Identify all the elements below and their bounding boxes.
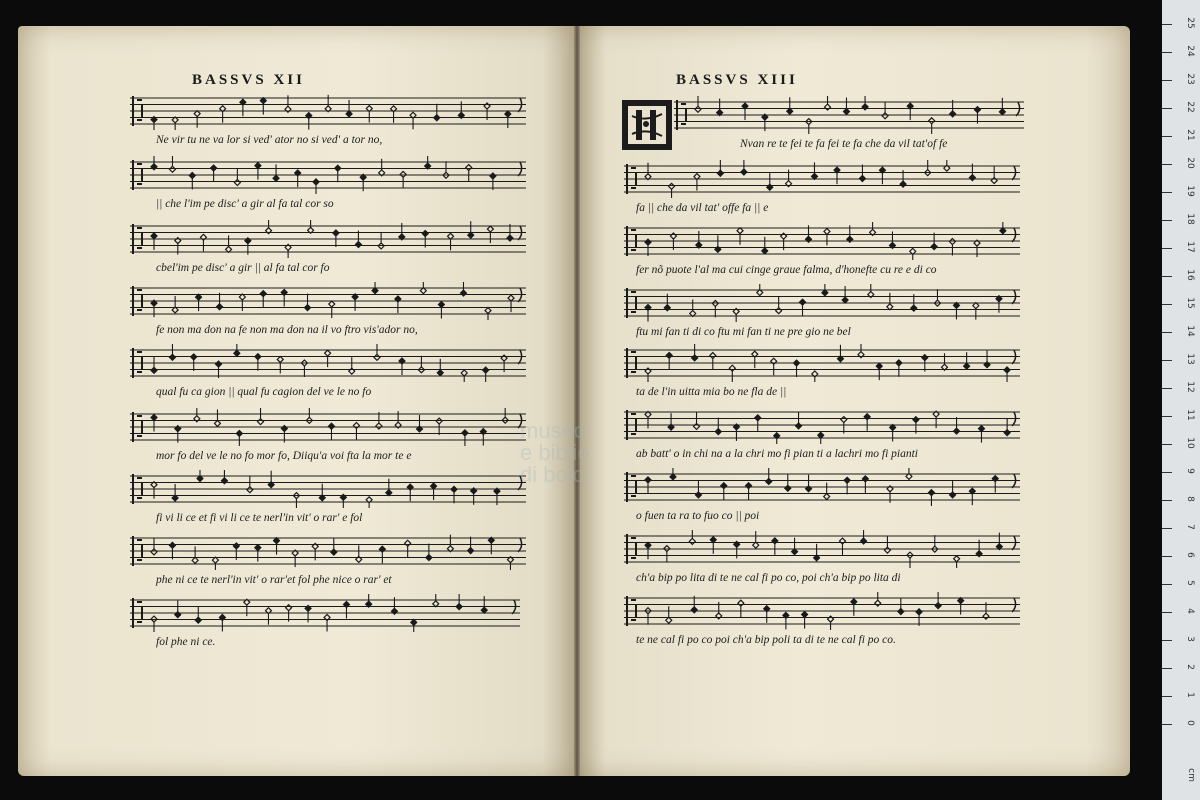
ruler-tick bbox=[1162, 80, 1172, 81]
lyric-line: fol phe ni ce. bbox=[156, 636, 216, 648]
ruler-tick bbox=[1162, 220, 1172, 221]
ruler-number: 9 bbox=[1185, 468, 1195, 474]
ruler-tick bbox=[1162, 332, 1172, 333]
music-staff bbox=[624, 468, 1020, 506]
music-staff bbox=[130, 282, 526, 320]
ruler-number: 10 bbox=[1185, 437, 1195, 449]
ruler-number: 12 bbox=[1185, 381, 1195, 393]
ruler-number: 23 bbox=[1185, 73, 1195, 85]
watermark-icon: museo e biblio di bolo bbox=[520, 418, 590, 487]
measuring-ruler bbox=[1162, 0, 1200, 800]
ruler-number: 8 bbox=[1185, 496, 1195, 502]
ruler-tick bbox=[1162, 164, 1172, 165]
ruler-tick bbox=[1162, 556, 1172, 557]
ruler-number: 3 bbox=[1185, 636, 1195, 642]
ruler-number: 11 bbox=[1185, 409, 1195, 421]
ruler-tick bbox=[1162, 248, 1172, 249]
ruler-tick bbox=[1162, 360, 1172, 361]
ruler-number: 15 bbox=[1185, 297, 1195, 309]
music-staff bbox=[624, 530, 1020, 568]
lyric-line: ab batt' o in chi na a la chri mo fi pian ti a lachri mo fi pianti bbox=[636, 448, 918, 460]
music-staff bbox=[130, 594, 520, 632]
ruler-tick bbox=[1162, 276, 1172, 277]
ruler-tick bbox=[1162, 584, 1172, 585]
lyric-line: fi vi li ce et fi vi li ce te nerl'in vit' o rar' e fol bbox=[156, 512, 363, 524]
ruler-tick bbox=[1162, 500, 1172, 501]
lyric-line: te ne cal fi po co poi ch'a bip poli ta di te ne cal fi po co. bbox=[636, 634, 896, 646]
lyric-line: phe ni ce te nerl'in vit' o rar'et fol phe nice o rar' et bbox=[156, 574, 392, 586]
music-staff bbox=[130, 470, 526, 508]
music-staff bbox=[674, 96, 1024, 134]
ruler-tick bbox=[1162, 416, 1172, 417]
ruler-tick bbox=[1162, 192, 1172, 193]
ruler-tick bbox=[1162, 640, 1172, 641]
ruler-number: 14 bbox=[1185, 325, 1195, 337]
ruler-number: 4 bbox=[1185, 608, 1195, 614]
ruler-number: 18 bbox=[1185, 213, 1195, 225]
ruler-number: 22 bbox=[1185, 101, 1195, 113]
lyric-line: fer nõ puote l'al ma cui cinge graue falma, d'honefte cu re e di co bbox=[636, 264, 937, 276]
ruler-tick bbox=[1162, 108, 1172, 109]
lyric-line: ch'a bip po lita di te ne cal fi po co, poi ch'a bip po lita di bbox=[636, 572, 901, 584]
music-staff bbox=[624, 406, 1020, 444]
ruler-tick bbox=[1162, 24, 1172, 25]
left-page bbox=[18, 26, 576, 776]
ruler-tick bbox=[1162, 668, 1172, 669]
left-page-header: BASSVS XII bbox=[192, 72, 305, 88]
music-staff bbox=[624, 284, 1020, 322]
ruler-tick bbox=[1162, 528, 1172, 529]
ruler-number: 1 bbox=[1185, 692, 1195, 698]
music-staff bbox=[130, 532, 526, 570]
ruler-tick bbox=[1162, 612, 1172, 613]
ruler-tick bbox=[1162, 304, 1172, 305]
music-staff bbox=[624, 592, 1020, 630]
ruler-number: 19 bbox=[1185, 185, 1195, 197]
lyric-line: ta de l'in uitta mia bo ne fla de || bbox=[636, 386, 787, 398]
right-page bbox=[578, 26, 1130, 776]
book-gutter bbox=[574, 26, 580, 776]
music-staff bbox=[624, 344, 1020, 382]
music-staff bbox=[624, 222, 1020, 260]
ruler-tick bbox=[1162, 444, 1172, 445]
ruler-tick bbox=[1162, 724, 1172, 725]
right-page-header: BASSVS XIII bbox=[676, 72, 798, 88]
lyric-line: mor fo del ve le no fo mor fo, Diiqu'a voi fta la mor te e bbox=[156, 450, 412, 462]
ruler-number: 7 bbox=[1185, 524, 1195, 530]
ruler-number: 16 bbox=[1185, 269, 1195, 281]
ruler-tick bbox=[1162, 52, 1172, 53]
music-staff bbox=[130, 408, 526, 446]
ruler-number: 24 bbox=[1185, 45, 1195, 57]
ruler-number: 0 bbox=[1185, 720, 1195, 726]
ruler-number: 17 bbox=[1185, 241, 1195, 253]
lyric-line: fa || che da vil tat' offe fa || e bbox=[636, 202, 769, 214]
ruler-tick bbox=[1162, 136, 1172, 137]
open-book bbox=[18, 26, 1130, 776]
lyric-line: ftu mi fan ti di co ftu mi fan ti ne pre gio ne bel bbox=[636, 326, 851, 338]
ruler-tick bbox=[1162, 388, 1172, 389]
ruler-tick bbox=[1162, 696, 1172, 697]
music-staff bbox=[130, 220, 526, 258]
ruler-number: 2 bbox=[1185, 664, 1195, 670]
lyric-line: qual fu ca gion || qual fu cagion del ve le no fo bbox=[156, 386, 372, 398]
music-staff bbox=[624, 160, 1020, 198]
ruler-number: 25 bbox=[1185, 17, 1195, 29]
music-staff bbox=[130, 344, 526, 382]
lyric-line: Ne vir tu ne va lor si ved' ator no si ved' a tor no, bbox=[156, 134, 383, 146]
ruler-tick bbox=[1162, 472, 1172, 473]
ruler-number: 13 bbox=[1185, 353, 1195, 365]
ruler-number: 21 bbox=[1185, 129, 1195, 141]
decorated-initial-icon bbox=[622, 100, 672, 150]
ruler-unit: cm bbox=[1186, 768, 1197, 782]
lyric-line: cbel'im pe disc' a gir || al fa tal cor fo bbox=[156, 262, 330, 274]
ruler-number: 6 bbox=[1185, 552, 1195, 558]
lyric-line: o fuen ta ra to fuo co || poi bbox=[636, 510, 760, 522]
lyric-line: fe non ma don na fe non ma don na il vo ftro vis'ador no, bbox=[156, 324, 418, 336]
music-staff bbox=[130, 156, 526, 194]
ruler-number: 5 bbox=[1185, 580, 1195, 586]
lyric-line: Nvan re te fei te fa fei te fa che da vil tat'of fe bbox=[740, 138, 948, 150]
ruler-number: 20 bbox=[1185, 157, 1195, 169]
music-staff bbox=[130, 92, 526, 130]
lyric-line: || che l'im pe disc' a gir al fa tal cor so bbox=[156, 198, 334, 210]
